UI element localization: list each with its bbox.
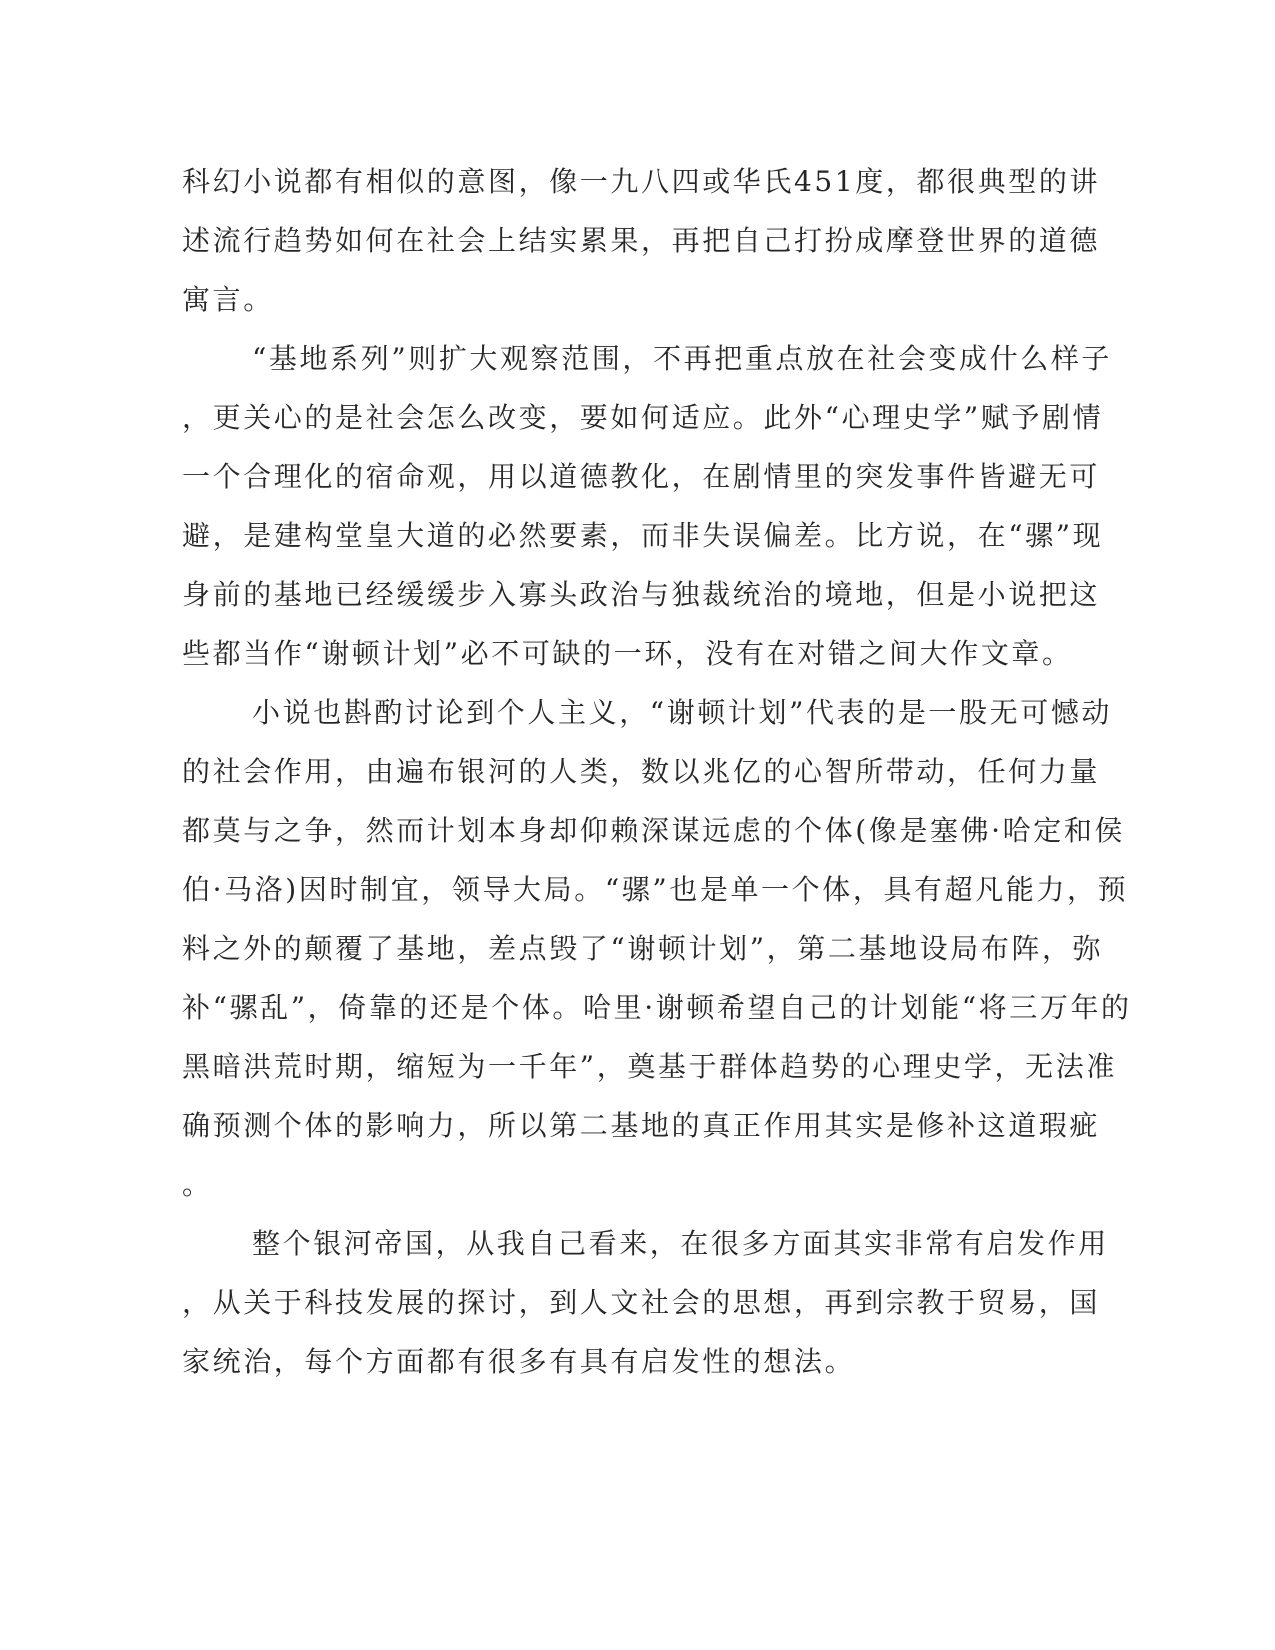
text-line: 家统治，每个方面都有很多有具有启发性的想法。	[182, 1345, 856, 1378]
text-line: 小说也斟酌讨论到个人主义，“谢顿计划”代表的是一股无可憾动	[252, 696, 1113, 729]
text-line: 避，是建构堂皇大道的必然要素，而非失误偏差。比方说，在“骡”现	[182, 519, 1104, 552]
paragraph-4	[182, 1214, 1109, 1391]
paragraph-3	[182, 683, 1132, 1214]
text-line: “基地系列”则扩大观察范围，不再把重点放在社会变成什么样子	[252, 342, 1113, 375]
text-line: 述流行趋势如何在社会上结实累果，再把自己打扮成摩登世界的道德	[182, 224, 1101, 257]
text-line: 整个银河帝国，从我自己看来，在很多方面其实非常有启发作用	[252, 1227, 1109, 1260]
body-text	[182, 152, 1132, 1391]
text-line: 一个合理化的宿命观，用以道德教化，在剧情里的突发事件皆避无可	[182, 460, 1101, 493]
text-line: 寓言。	[182, 283, 274, 316]
text-line: 身前的基地已经缓缓步入寡头政治与独裁统治的境地，但是小说把这	[182, 578, 1101, 611]
text-line: 。	[182, 1168, 213, 1201]
text-line: 科幻小说都有相似的意图，像一九八四或华氏451度，都很典型的讲	[182, 165, 1101, 198]
text-line: 黑暗洪荒时期，缩短为一千年”，奠基于群体趋势的心理史学，无法准	[182, 1050, 1117, 1083]
text-line: 都莫与之争，然而计划本身却仰赖深谋远虑的个体(像是塞佛·哈定和侯	[182, 814, 1126, 847]
text-line: 确预测个体的影响力，所以第二基地的真正作用其实是修补这道瑕疵	[182, 1109, 1101, 1142]
text-line: ，从关于科技发展的探讨，到人文社会的思想，再到宗教于贸易，国	[182, 1286, 1101, 1319]
text-line: 补“骡乱”，倚靠的还是个体。哈里·谢顿希望自己的计划能“将三万年的	[182, 991, 1132, 1024]
text-line: 的社会作用，由遍布银河的人类，数以兆亿的心智所带动，任何力量	[182, 755, 1101, 788]
text-line: 伯·马洛)因时制宜，领导大局。“骡”也是单一个体，具有超凡能力，预	[182, 873, 1129, 906]
text-line: ，更关心的是社会怎么改变，要如何适应。此外“心理史学”赋予剧情	[182, 401, 1104, 434]
paragraph-1	[182, 152, 1101, 329]
paragraph-2	[182, 329, 1113, 683]
text-line: 些都当作“谢顿计划”必不可缺的一环，没有在对错之间大作文章。	[182, 637, 1073, 670]
text-line: 料之外的颠覆了基地，差点毁了“谢顿计划”，第二基地设局布阵，弥	[182, 932, 1104, 965]
